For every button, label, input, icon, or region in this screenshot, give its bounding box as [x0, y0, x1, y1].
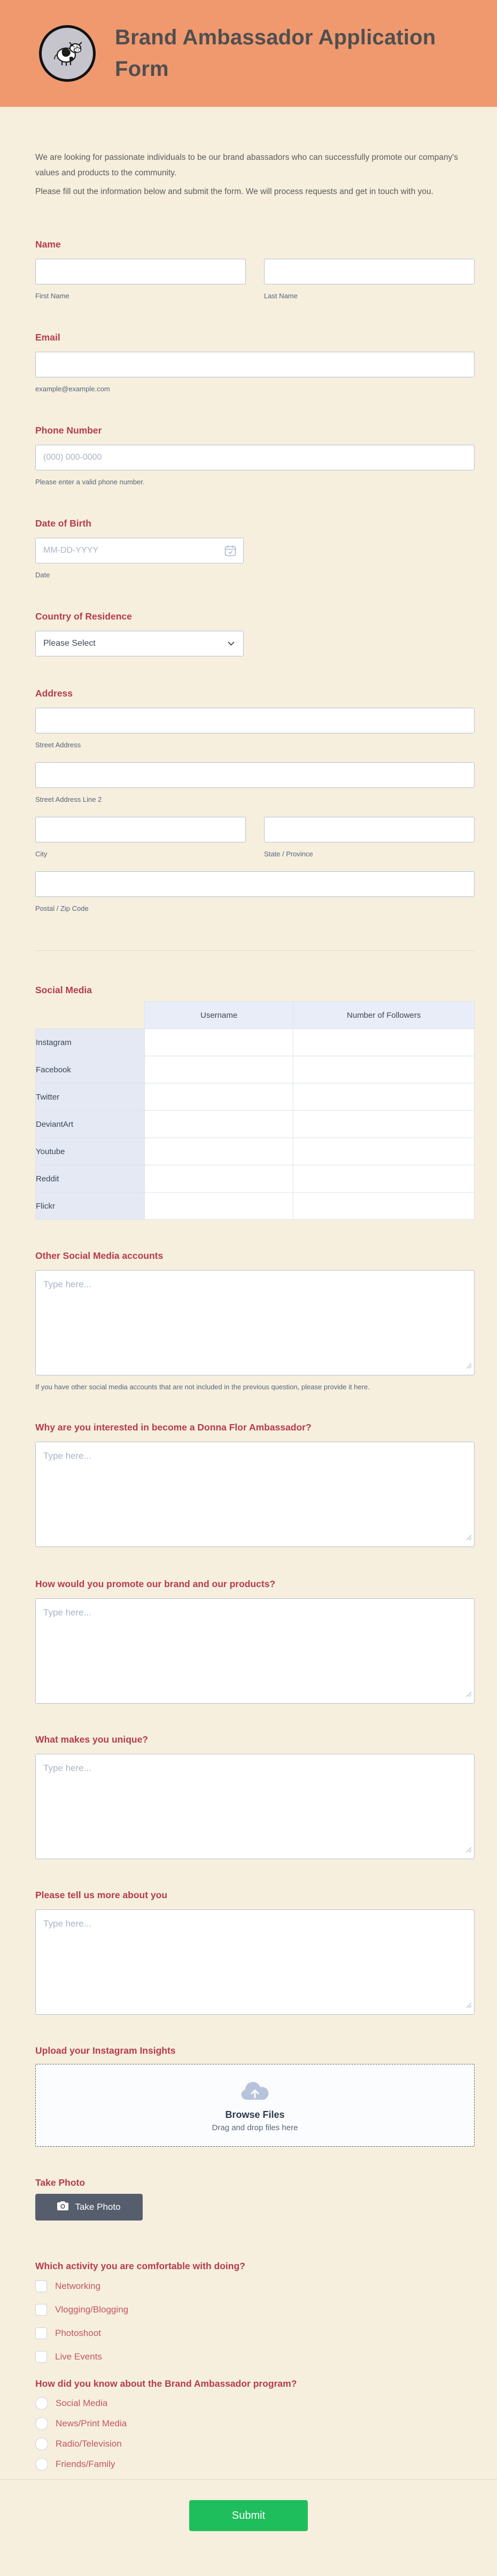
phone-sublabel: Please enter a valid phone number.: [35, 478, 145, 486]
row-label-youtube: Youtube: [36, 1138, 145, 1165]
checkbox-option-live-events[interactable]: [35, 2351, 475, 2363]
drag-drop-hint: Drag and drop files here: [212, 2123, 298, 2132]
activities-section: [35, 2260, 475, 2363]
how-promote-label: How would you promote our brand and our products?: [35, 1579, 276, 1589]
question-about-you: [35, 1889, 475, 2015]
table-row: [36, 1138, 475, 1165]
take-photo-button[interactable]: [35, 2194, 143, 2221]
checkbox[interactable]: [35, 2327, 47, 2339]
upload-section: [35, 2045, 475, 2147]
country-select-value: Please Select: [43, 639, 96, 648]
chevron-down-icon: [228, 639, 235, 648]
checkbox[interactable]: [35, 2304, 47, 2316]
how-promote-textarea[interactable]: [35, 1598, 475, 1704]
question-how-promote: [35, 1578, 475, 1704]
flickr-username-input[interactable]: [145, 1193, 293, 1219]
street-address-sublabel: Street Address: [35, 741, 81, 749]
form-header: [0, 0, 497, 107]
row-label-instagram: Instagram: [36, 1029, 145, 1056]
radio-option-social-media[interactable]: [35, 2397, 475, 2410]
cloud-upload-icon: [239, 2078, 270, 2105]
country-label: Country of Residence: [35, 611, 132, 622]
table-row: [36, 1056, 475, 1084]
checkbox[interactable]: [35, 2351, 47, 2363]
checkbox-label: Networking: [55, 2281, 101, 2291]
checkbox-option-networking[interactable]: [35, 2280, 475, 2292]
brand-logo: [39, 25, 96, 82]
city-sublabel: City: [35, 850, 48, 858]
first-name-sublabel: First Name: [35, 292, 69, 300]
browse-files-button[interactable]: Browse Files: [225, 2109, 285, 2120]
radio-label: Social Media: [56, 2398, 108, 2408]
street-address-input[interactable]: [35, 708, 475, 733]
radio-label: Friends/Family: [56, 2459, 115, 2469]
activities-label: Which activity you are comfortable with doing?: [35, 2261, 245, 2271]
take-photo-section: [35, 2177, 475, 2221]
twitter-followers-input[interactable]: [293, 1084, 474, 1110]
referral-section: [35, 2378, 475, 2471]
table-row: [36, 1111, 475, 1138]
youtube-followers-input[interactable]: [293, 1138, 474, 1165]
camera-icon: [57, 2201, 68, 2213]
radio-label: News/Print Media: [56, 2418, 127, 2428]
unique-textarea[interactable]: [35, 1754, 475, 1859]
table-row: [36, 1084, 475, 1111]
why-interested-label: Why are you interested in become a Donna Flor Ambassador?: [35, 1422, 312, 1433]
reddit-followers-input[interactable]: [293, 1165, 474, 1192]
street-address2-input[interactable]: [35, 762, 475, 788]
dob-input[interactable]: [35, 538, 244, 563]
street-address2-sublabel: Street Address Line 2: [35, 795, 102, 803]
last-name-sublabel: Last Name: [264, 292, 298, 300]
submit-section: [0, 2479, 497, 2558]
intro-text: [35, 150, 475, 199]
radio-option-news-print[interactable]: [35, 2417, 475, 2430]
about-you-textarea[interactable]: [35, 1909, 475, 2015]
checkbox-label: Vlogging/Blogging: [55, 2304, 129, 2315]
phone-label: Phone Number: [35, 425, 102, 436]
email-sublabel: example@example.com: [35, 385, 110, 393]
field-address: [35, 687, 475, 913]
facebook-username-input[interactable]: [145, 1056, 293, 1083]
referral-label: How did you know about the Brand Ambassador program?: [35, 2378, 297, 2389]
first-name-input[interactable]: [35, 259, 246, 284]
social-media-table: [35, 1001, 475, 1220]
other-social-sublabel: If you have other social media accounts that are not included in the previous question, please provide it here.: [35, 1383, 370, 1391]
cow-logo-icon: [50, 38, 84, 69]
instagram-followers-input[interactable]: [293, 1029, 474, 1056]
field-name: [35, 238, 475, 300]
social-media-heading: Social Media: [35, 985, 92, 995]
row-label-deviantart: DeviantArt: [36, 1111, 145, 1138]
upload-label: Upload your Instagram Insights: [35, 2045, 176, 2056]
checkbox-label: Live Events: [55, 2351, 102, 2362]
email-input[interactable]: [35, 352, 475, 377]
email-label: Email: [35, 332, 60, 343]
checkbox[interactable]: [35, 2280, 47, 2292]
postal-sublabel: Postal / Zip Code: [35, 904, 89, 912]
radio-button[interactable]: [35, 2397, 48, 2410]
take-photo-label: Take Photo: [35, 2177, 86, 2188]
intro-paragraph: We are looking for passionate individuals to be our brand abassadors who can successfully promote our company's values and products to the community.: [35, 153, 459, 177]
row-label-facebook: Facebook: [36, 1056, 145, 1084]
table-row: [36, 1165, 475, 1193]
take-photo-button-label: Take Photo: [75, 2202, 121, 2212]
question-unique: [35, 1734, 475, 1859]
reddit-username-input[interactable]: [145, 1165, 293, 1192]
state-sublabel: State / Province: [264, 850, 313, 858]
flickr-followers-input[interactable]: [293, 1193, 474, 1219]
deviantart-username-input[interactable]: [145, 1111, 293, 1138]
radio-button[interactable]: [35, 2438, 48, 2450]
unique-label: What makes you unique?: [35, 1734, 148, 1745]
instagram-username-input[interactable]: [145, 1029, 293, 1056]
radio-button[interactable]: [35, 2417, 48, 2430]
dob-sublabel: Date: [35, 571, 50, 579]
state-input[interactable]: [264, 817, 475, 842]
dob-label: Date of Birth: [35, 518, 91, 529]
row-label-flickr: Flickr: [36, 1193, 145, 1220]
row-label-twitter: Twitter: [36, 1084, 145, 1111]
name-label: Name: [35, 239, 61, 250]
table-row: [36, 1193, 475, 1220]
section-divider: [35, 950, 475, 951]
checkbox-option-photoshoot[interactable]: [35, 2327, 475, 2339]
country-select[interactable]: [35, 631, 244, 656]
phone-input[interactable]: [35, 445, 475, 470]
question-why-interested: [35, 1421, 475, 1547]
table-row: [36, 1029, 475, 1056]
why-interested-textarea[interactable]: [35, 1442, 475, 1547]
question-other-social: [35, 1250, 475, 1391]
postal-input[interactable]: [35, 871, 475, 897]
intro-paragraph: Please fill out the information below and submit the form. We will process requests and get in touch with you.: [35, 187, 433, 196]
twitter-username-input[interactable]: [145, 1084, 293, 1110]
table-corner: [36, 1002, 145, 1029]
checkbox-option-vlogging[interactable]: [35, 2304, 475, 2316]
facebook-followers-input[interactable]: [293, 1056, 474, 1083]
column-header-followers: Number of Followers: [293, 1002, 475, 1029]
field-country: [35, 610, 475, 656]
youtube-username-input[interactable]: [145, 1138, 293, 1165]
field-dob: [35, 517, 475, 579]
about-you-label: Please tell us more about you: [35, 1890, 168, 1900]
city-input[interactable]: [35, 817, 246, 842]
checkbox-label: Photoshoot: [55, 2328, 102, 2338]
deviantart-followers-input[interactable]: [293, 1111, 474, 1138]
other-social-label: Other Social Media accounts: [35, 1250, 164, 1261]
field-email: [35, 331, 475, 393]
radio-option-radio-tv[interactable]: [35, 2438, 475, 2450]
column-header-username: Username: [144, 1002, 293, 1029]
row-label-reddit: Reddit: [36, 1165, 145, 1193]
radio-option-friends-family[interactable]: [35, 2458, 475, 2471]
file-upload-dropzone[interactable]: [35, 2064, 475, 2147]
submit-button[interactable]: Submit: [189, 2500, 308, 2531]
radio-label: Radio/Television: [56, 2439, 122, 2449]
other-social-textarea[interactable]: [35, 1270, 475, 1375]
address-label: Address: [35, 688, 73, 699]
radio-button[interactable]: [35, 2458, 48, 2471]
page-title: Brand Ambassador Application Form: [115, 25, 436, 81]
field-phone: [35, 424, 475, 486]
last-name-input[interactable]: [264, 259, 475, 284]
